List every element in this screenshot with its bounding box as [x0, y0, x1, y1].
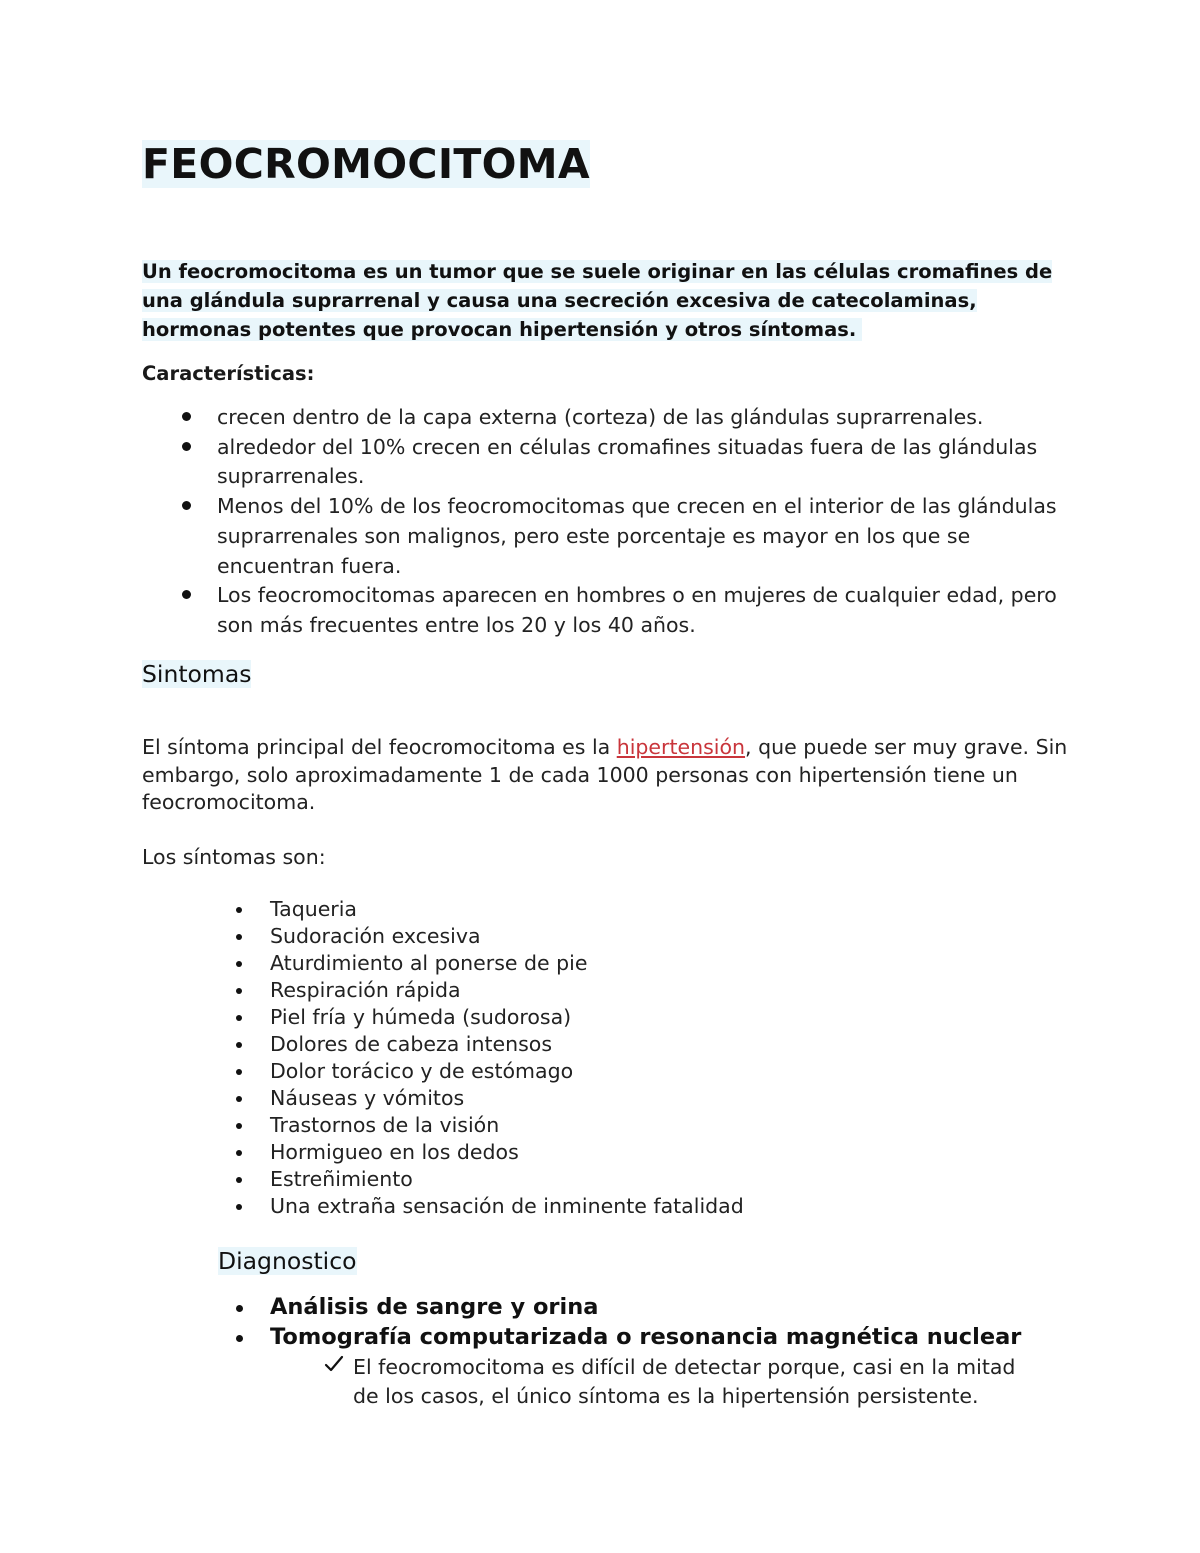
- bullet-icon: [236, 1150, 242, 1156]
- bullet-icon: [236, 1096, 242, 1102]
- bullet-icon: [236, 1069, 242, 1075]
- list-item: Sudoración excesiva: [230, 923, 744, 950]
- list-item: Náuseas y vómitos: [230, 1085, 744, 1112]
- bullet-icon: [236, 1335, 243, 1342]
- list-item: Trastornos de la visión: [230, 1112, 744, 1139]
- list-item: Dolor torácico y de estómago: [230, 1058, 744, 1085]
- page-title-text: FEOCROMOCITOMA: [142, 140, 590, 188]
- caracteristicas-label: Características:: [142, 362, 315, 385]
- caracteristicas-list: [142, 403, 1062, 641]
- list-item: Tomografía computarizada o resonancia magnética nuclear: [230, 1323, 1021, 1353]
- intro-paragraph: [142, 257, 1072, 344]
- list-item: Estreñimiento: [230, 1166, 744, 1193]
- bullet-icon: [182, 442, 191, 451]
- list-item: Taqueria: [230, 896, 744, 923]
- sintomas-paragraph: El síntoma principal del feocromocitoma es la hipertensión, que puede ser muy grave. Sin embargo, solo aproximadamente 1 de cada 1000 personas con hipertensión tiene un feocromocitoma.: [142, 735, 1068, 815]
- page-title: [142, 138, 592, 190]
- diagnostico-heading: Diagnostico: [218, 1247, 357, 1275]
- checkmark-icon: [324, 1354, 344, 1374]
- sintomas-heading: Sintomas: [142, 660, 252, 688]
- sintomas-list-intro: Los síntomas son:: [142, 845, 326, 869]
- list-item: Análisis de sangre y orina: [230, 1293, 1021, 1323]
- sintomas-list: [230, 896, 744, 1220]
- diagnostico-list: [230, 1293, 1021, 1352]
- list-item: Dolores de cabeza intensos: [230, 1031, 744, 1058]
- list-item: Una extraña sensación de inminente fatalidad: [230, 1193, 744, 1220]
- list-item: Menos del 10% de los feocromocitomas que crecen en el interior de las glándulas suprarrenales son malignos, pero este porcentaje es mayor en los que se encuentran fuera.: [142, 492, 1062, 581]
- bullet-icon: [236, 1015, 242, 1021]
- list-item: crecen dentro de la capa externa (corteza) de las glándulas suprarrenales.: [142, 403, 1062, 433]
- hipertension-link[interactable]: hipertensión: [616, 735, 746, 759]
- list-item: El feocromocitoma es difícil de detectar porque, casi en la mitad de los casos, el único síntoma es la hipertensión persistente.: [322, 1353, 1042, 1411]
- bullet-icon: [236, 1177, 242, 1183]
- bullet-icon: [182, 412, 191, 421]
- list-item: Respiración rápida: [230, 977, 744, 1004]
- bullet-icon: [236, 1123, 242, 1129]
- bullet-icon: [236, 907, 242, 913]
- bullet-icon: [236, 1042, 242, 1048]
- list-item: Piel fría y húmeda (sudorosa): [230, 1004, 744, 1031]
- bullet-icon: [236, 961, 242, 967]
- bullet-icon: [236, 934, 242, 940]
- list-item: alrededor del 10% crecen en células cromafines situadas fuera de las glándulas suprarrenales.: [142, 433, 1062, 492]
- list-item: Hormigueo en los dedos: [230, 1139, 744, 1166]
- list-item: Los feocromocitomas aparecen en hombres o en mujeres de cualquier edad, pero son más frecuentes entre los 20 y los 40 años.: [142, 581, 1062, 640]
- intro-text: Un feocromocitoma es un tumor que se suele originar en las células cromafines de una glándula suprarrenal y causa una secreción excesiva de catecolaminas, hormonas potentes que provocan hipertensión y otros síntomas.: [142, 260, 1053, 341]
- bullet-icon: [236, 1305, 243, 1312]
- bullet-icon: [182, 501, 191, 510]
- bullet-icon: [236, 1204, 242, 1210]
- list-item: Aturdimiento al ponerse de pie: [230, 950, 744, 977]
- bullet-icon: [182, 590, 191, 599]
- bullet-icon: [236, 988, 242, 994]
- diagnostico-note-list: [322, 1353, 1042, 1411]
